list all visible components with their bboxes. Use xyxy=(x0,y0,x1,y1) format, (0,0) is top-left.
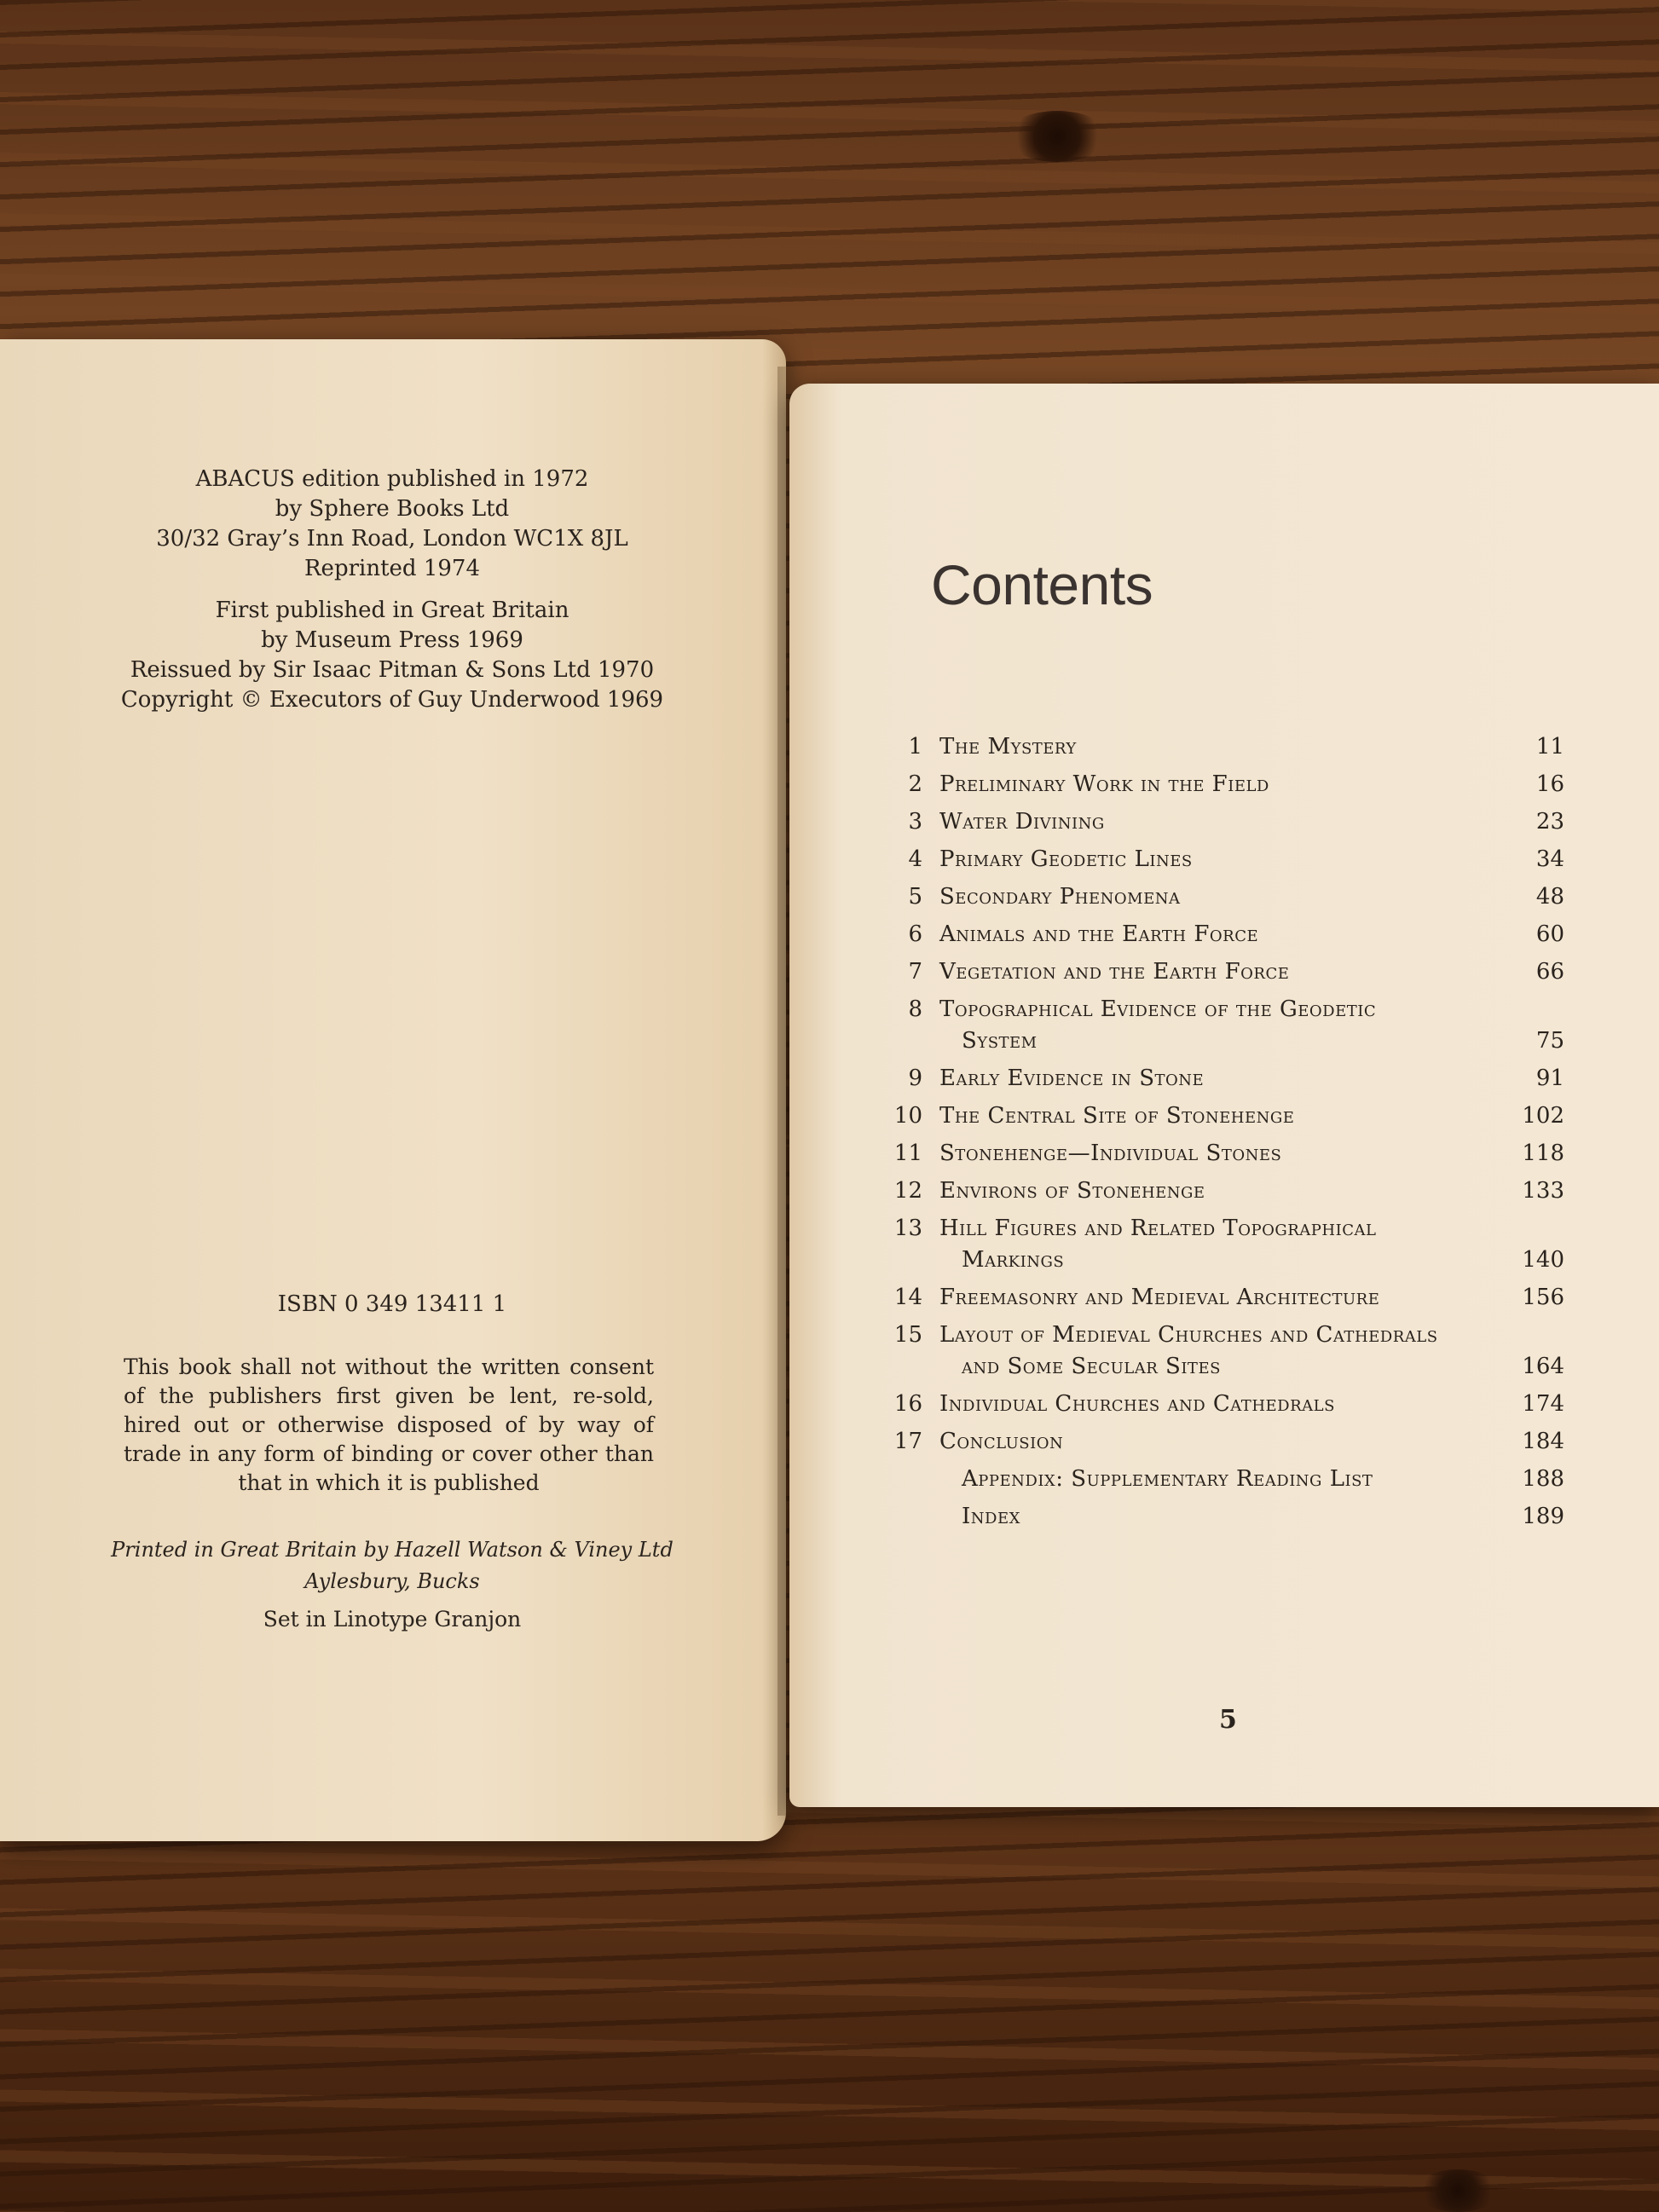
chapter-title: Stonehenge—Individual Stones xyxy=(939,1141,1282,1166)
toc-entry xyxy=(887,1501,1564,1533)
printer-credit xyxy=(111,1534,673,1597)
chapter-title: Animals and the Earth Force xyxy=(939,921,1259,947)
chapter-page: 102 xyxy=(1522,1103,1564,1129)
chapter-title: Freemasonry and Medieval Architecture xyxy=(939,1285,1380,1310)
chapter-page: 133 xyxy=(1522,1178,1564,1204)
chapter-page: 91 xyxy=(1535,1066,1564,1091)
toc-entry xyxy=(887,844,1564,875)
chapter-page: 140 xyxy=(1522,1247,1564,1273)
chapter-page: 66 xyxy=(1535,959,1564,985)
wood-knot xyxy=(1415,2169,1500,2212)
toc-entry-continuation xyxy=(887,1245,1564,1276)
copyright-line: Copyright © Executors of Guy Underwood 1969 xyxy=(120,687,664,713)
chapter-page: 184 xyxy=(1522,1429,1564,1454)
chapter-title: Early Evidence in Stone xyxy=(939,1066,1205,1091)
chapter-title: Conclusion xyxy=(939,1429,1064,1454)
contents-heading: Contents xyxy=(931,553,1153,616)
toc-entry xyxy=(887,1175,1564,1207)
chapter-number: 6 xyxy=(908,921,922,947)
chapter-title: Hill Figures and Related Topographical xyxy=(939,1216,1377,1241)
chapter-title: Individual Churches and Cathedrals xyxy=(939,1391,1335,1417)
toc-entry xyxy=(887,1464,1564,1495)
chapter-title-continuation: System xyxy=(962,1028,1038,1054)
printer-line: Printed in Great Britain by Hazell Watson & Viney Ltd xyxy=(111,1538,673,1562)
chapter-title-continuation: and Some Secular Sites xyxy=(962,1354,1221,1379)
chapter-number: 12 xyxy=(893,1178,922,1204)
toc-entry xyxy=(887,1100,1564,1132)
copyright-notice: This book shall not without the written consent of the publishers first given be lent, re-sold, hired out or otherwise disposed of by way of trade in any form of binding or cover other than that in which it is published xyxy=(124,1354,654,1495)
chapter-number: 3 xyxy=(908,809,922,835)
chapter-title: The Central Site of Stonehenge xyxy=(939,1103,1295,1129)
chapter-number: 2 xyxy=(908,771,922,797)
toc-entry xyxy=(887,806,1564,838)
chapter-page: 164 xyxy=(1522,1354,1564,1379)
chapter-page: 174 xyxy=(1522,1391,1564,1417)
history-line: First published in Great Britain xyxy=(215,598,569,623)
chapter-title: Vegetation and the Earth Force xyxy=(939,959,1290,985)
toc-entry xyxy=(887,956,1564,988)
toc-entry-continuation xyxy=(887,1025,1564,1057)
toc-entry xyxy=(887,1320,1564,1351)
chapter-number: 11 xyxy=(893,1141,922,1166)
typeface-credit: Set in Linotype Granjon xyxy=(263,1607,522,1632)
chapter-page: 188 xyxy=(1522,1466,1564,1492)
toc-entry xyxy=(887,731,1564,763)
chapter-number: 4 xyxy=(908,846,922,872)
toc-entry xyxy=(887,994,1564,1025)
toc-entry xyxy=(887,881,1564,913)
imprint-line: Reprinted 1974 xyxy=(303,556,480,581)
chapter-number: 9 xyxy=(908,1066,922,1091)
chapter-page: 16 xyxy=(1535,771,1564,797)
chapter-page: 34 xyxy=(1535,846,1564,872)
imprint-block xyxy=(111,465,673,715)
chapter-title: Appendix: Supplementary Reading List xyxy=(962,1466,1373,1492)
chapter-number: 7 xyxy=(908,959,922,985)
right-page xyxy=(789,384,1659,1807)
left-page xyxy=(0,339,786,1841)
chapter-number: 8 xyxy=(908,996,922,1022)
chapter-number: 13 xyxy=(893,1216,922,1241)
toc-entry xyxy=(887,1282,1564,1314)
printer-location: Aylesbury, Bucks xyxy=(304,1569,480,1593)
chapter-title: Index xyxy=(962,1504,1020,1529)
chapter-page: 60 xyxy=(1535,921,1564,947)
chapter-page: 189 xyxy=(1522,1504,1564,1529)
chapter-title: Preliminary Work in the Field xyxy=(939,771,1269,797)
chapter-page: 75 xyxy=(1535,1028,1564,1054)
chapter-number: 14 xyxy=(893,1285,922,1310)
history-line: by Museum Press 1969 xyxy=(261,627,523,653)
toc-entry xyxy=(887,1389,1564,1420)
chapter-title: Layout of Medieval Churches and Cathedrals xyxy=(939,1322,1438,1348)
chapter-title: Primary Geodetic Lines xyxy=(939,846,1193,872)
chapter-title: Topographical Evidence of the Geodetic xyxy=(939,996,1377,1022)
toc-entry xyxy=(887,1213,1564,1245)
toc-entry xyxy=(887,1138,1564,1170)
chapter-title: Environs of Stonehenge xyxy=(939,1178,1205,1204)
chapter-number: 5 xyxy=(908,884,922,910)
chapter-page: 156 xyxy=(1522,1285,1564,1310)
history-line: Reissued by Sir Isaac Pitman & Sons Ltd 1970 xyxy=(130,657,655,683)
wood-knot xyxy=(1006,111,1108,162)
chapter-page: 118 xyxy=(1522,1141,1564,1166)
chapter-title: Secondary Phenomena xyxy=(939,884,1181,910)
imprint-line: by Sphere Books Ltd xyxy=(275,496,510,522)
toc-entry xyxy=(887,1426,1564,1458)
chapter-page: 23 xyxy=(1535,809,1564,835)
chapter-title: The Mystery xyxy=(939,734,1077,759)
chapter-page: 48 xyxy=(1535,884,1564,910)
chapter-number: 15 xyxy=(893,1322,922,1348)
toc-entry-continuation xyxy=(887,1351,1564,1383)
chapter-number: 10 xyxy=(893,1103,922,1129)
toc-entry xyxy=(887,1063,1564,1094)
chapter-number: 17 xyxy=(893,1429,922,1454)
chapter-page: 11 xyxy=(1535,734,1564,759)
imprint-line: 30/32 Gray’s Inn Road, London WC1X 8JL xyxy=(156,526,628,552)
isbn: ISBN 0 349 13411 1 xyxy=(277,1291,507,1317)
chapter-title-continuation: Markings xyxy=(962,1247,1065,1273)
chapter-number: 16 xyxy=(893,1391,922,1417)
chapter-title: Water Divining xyxy=(939,809,1105,835)
toc-entry xyxy=(887,919,1564,950)
table-of-contents xyxy=(887,731,1564,1539)
imprint-line: ABACUS edition published in 1972 xyxy=(195,466,589,492)
page-number: 5 xyxy=(1219,1705,1237,1735)
chapter-number: 1 xyxy=(908,734,922,759)
toc-entry xyxy=(887,769,1564,800)
